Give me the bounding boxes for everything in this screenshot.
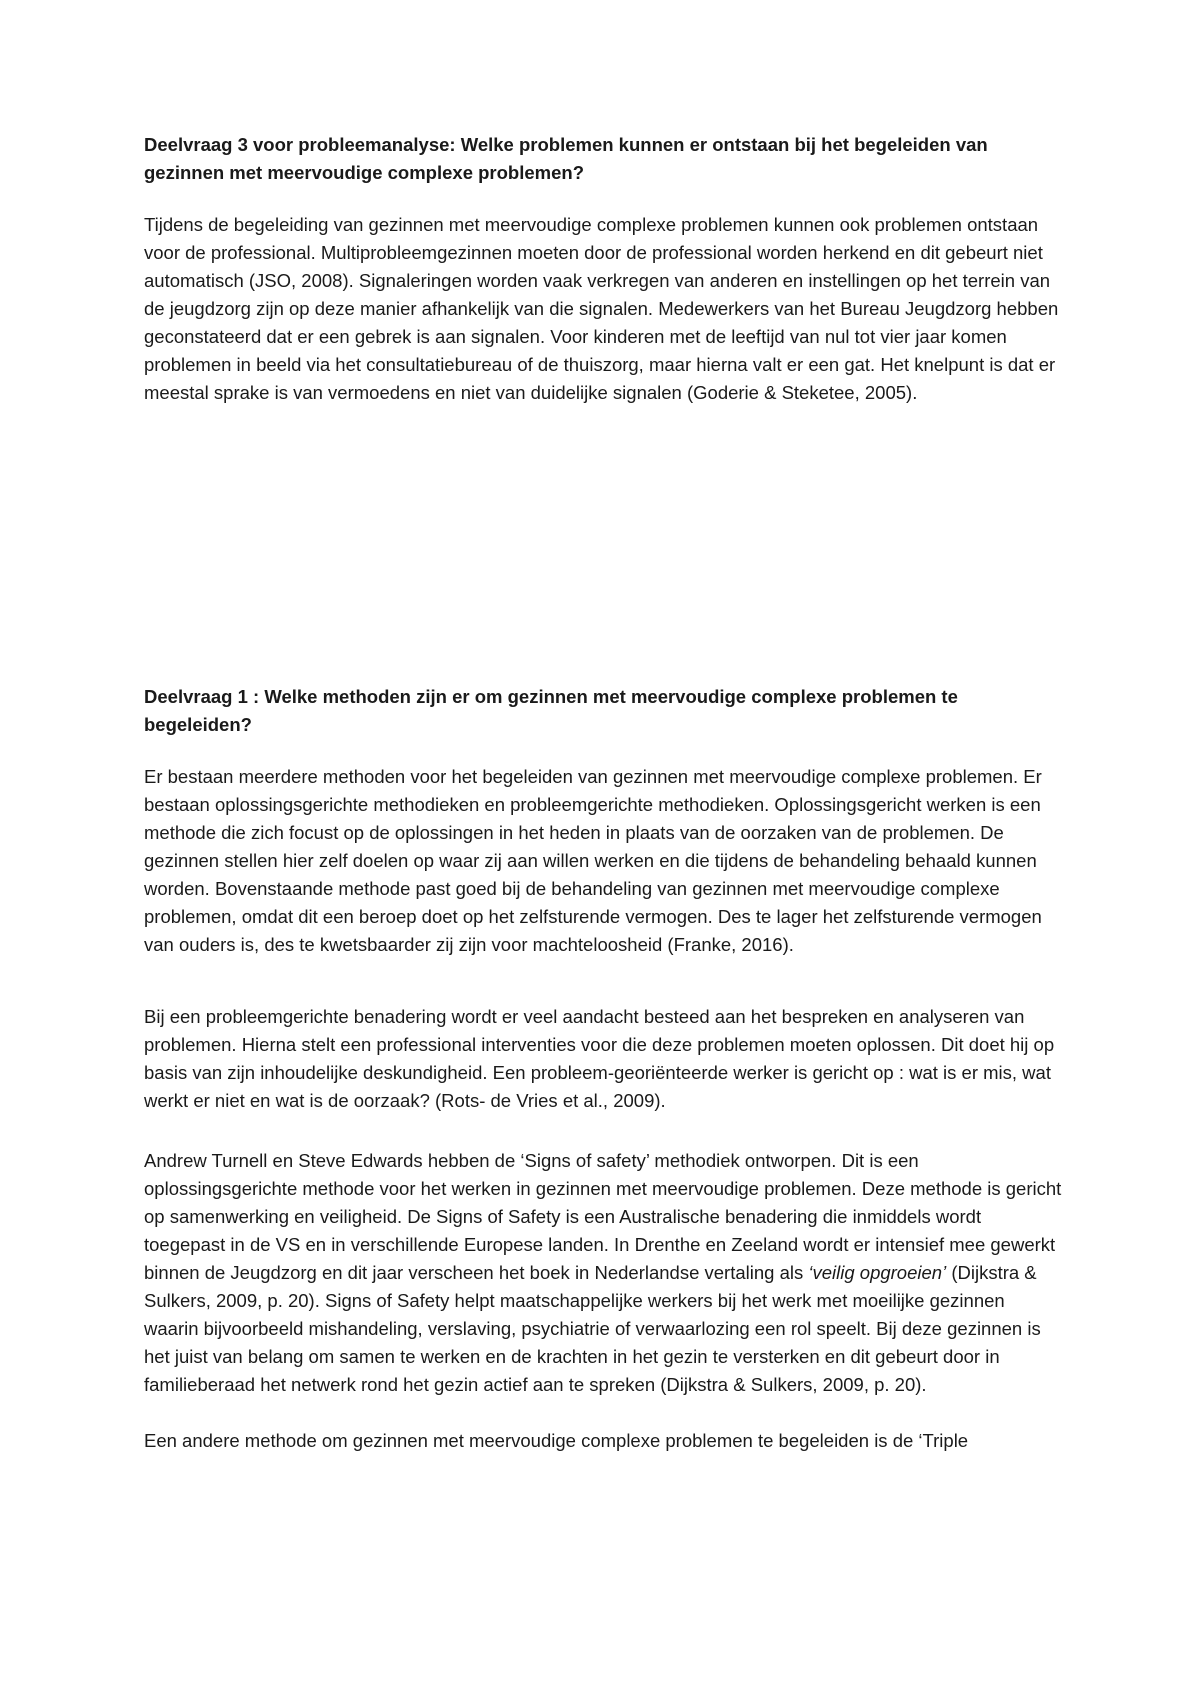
book-title-italic: ‘veilig opgroeien’: [808, 1262, 947, 1283]
section3-heading: Deelvraag 3 voor probleemanalyse: Welke problemen kunnen er ontstaan bij het begeleiden van gezinnen met meervoudige complexe problemen?: [144, 134, 988, 183]
paragraph-3-text-start: Andrew Turnell en Steve Edwards hebben de ‘Signs of safety’ methodiek ontworpen. Dit is een oplossingsgerichte methode voor het werken in gezinnen met meervoudige problemen. Deze methode is gericht op samenwerking en veiligheid. De Signs of Safety is een Australische benadering die inmiddels wordt toegepast in de VS en in verschillende Europese landen. In Drenthe en Zeeland wordt er intensief mee gewerkt binnen de Jeugdzorg en dit jaar verscheen het boek in Nederlandse vertaling als: [144, 1150, 1062, 1283]
section1-paragraph-4: Een andere methode om gezinnen met meervoudige complexe problemen te begeleiden is de ‘Triple: [144, 1430, 969, 1451]
section1-heading: Deelvraag 1 : Welke methoden zijn er om gezinnen met meervoudige complexe problemen te begeleiden?: [144, 686, 958, 735]
section1-paragraph-1: Er bestaan meerdere methoden voor het begeleiden van gezinnen met meervoudige complexe problemen. Er bestaan oplossingsgerichte methodieken en probleemgerichte methodieken. Oplossingsgericht werken is een methode die zich focust op de oplossingen in het heden in plaats van de oorzaken van de problemen. De gezinnen stellen hier zelf doelen op waar zij aan willen werken en die tijdens de behandeling behaald kunnen worden. Bovenstaande methode past goed bij de behandeling van gezinnen met meervoudige complexe problemen, omdat dit een beroep doet op het zelfsturende vermogen. Des te lager het zelfsturende vermogen van ouders is, des te kwetsbaarder zij zijn voor machteloosheid (Franke, 2016).: [144, 766, 1042, 955]
paragraph-3-text-end: (Dijkstra & Sulkers, 2009, p. 20). Signs of Safety helpt maatschappelijke werkers bij het werk met moeilijke gezinnen waarin bijvoorbeeld mishandeling, verslaving, psychiatrie of verwaarlozing een rol speelt. Bij deze gezinnen is het juist van belang om samen te werken en de krachten in het gezin te versterken en dit gebeurt door in familieberaad het netwerk rond het gezin actief aan te spreken (Dijkstra & Sulkers, 2009, p. 20).: [144, 1262, 1041, 1395]
section1-paragraph-3: [144, 1147, 1064, 1399]
section1-paragraph-2: Bij een probleemgerichte benadering wordt er veel aandacht besteed aan het bespreken en analyseren van problemen. Hierna stelt een professional interventies voor die deze problemen moeten oplossen. Dit doet hij op basis van zijn inhoudelijke deskundigheid. Een probleem-georiënteerde werker is gericht op : wat is er mis, wat werkt er niet en wat is de oorzaak? (Rots- de Vries et al., 2009).: [144, 1006, 1055, 1111]
section3-paragraph: Tijdens de begeleiding van gezinnen met meervoudige complexe problemen kunnen ook problemen ontstaan voor de professional. Multiprobleemgezinnen moeten door de professional worden herkend en dit gebeurt niet automatisch (JSO, 2008). Signaleringen worden vaak verkregen van anderen en instellingen op het terrein van de jeugdzorg zijn op deze manier afhankelijk van die signalen. Medewerkers van het Bureau Jeugdzorg hebben geconstateerd dat er een gebrek is aan signalen. Voor kinderen met de leeftijd van nul tot vier jaar komen problemen in beeld via het consultatiebureau of de thuiszorg, maar hierna valt er een gat. Het knelpunt is dat er meestal sprake is van vermoedens en niet van duidelijke signalen (Goderie & Steketee, 2005).: [144, 214, 1059, 403]
